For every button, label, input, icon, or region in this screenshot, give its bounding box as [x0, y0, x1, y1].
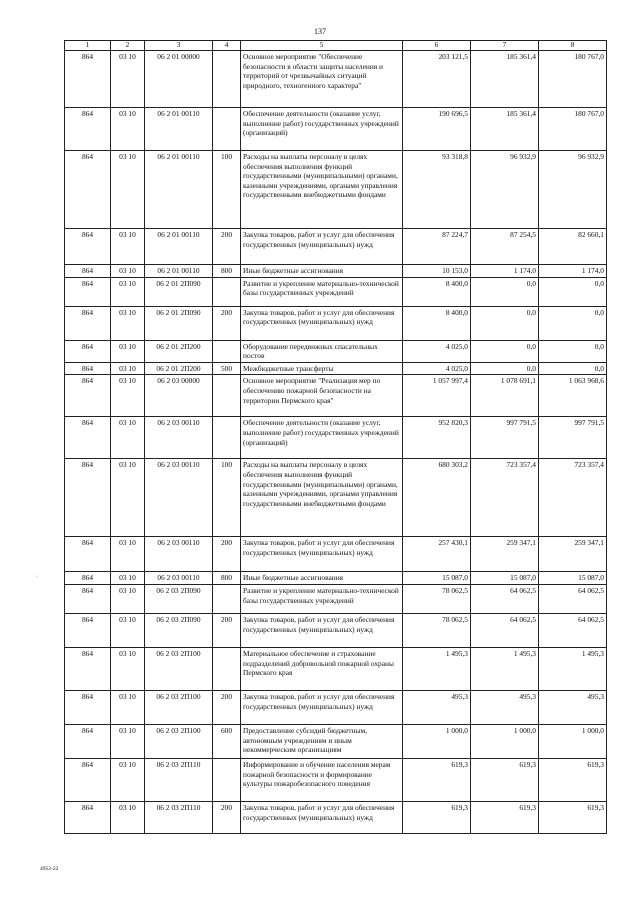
cell-amount-year1: 1 057 997,4 [403, 375, 471, 417]
cell-amount-year3: 0,0 [539, 340, 607, 362]
cell-amount-year1: 10 153,0 [403, 265, 471, 278]
cell-section-code: 03 10 [111, 459, 145, 537]
cell-expense-type [213, 340, 241, 362]
cell-amount-year2: 1 078 691,1 [471, 375, 539, 417]
cell-ministry-code: 864 [65, 647, 111, 690]
cell-ministry-code: 864 [65, 265, 111, 278]
table-row [65, 724, 607, 758]
cell-amount-year1: 78 062,5 [403, 584, 471, 613]
budget-table [64, 40, 607, 834]
col-header-7: 7 [471, 41, 539, 51]
cell-amount-year1: 78 062,5 [403, 613, 471, 647]
cell-expense-type: 200 [213, 690, 241, 724]
cell-section-code: 03 10 [111, 375, 145, 417]
cell-description: Расходы на выплаты персоналу в целях обеспечения выполнения функций государственными (муниципальными) органами, казенными учреждениями, органами управления государственными внебюджетными фондами [241, 459, 403, 537]
cell-amount-year2: 185 361,4 [471, 108, 539, 151]
cell-amount-year3: 64 062,5 [539, 584, 607, 613]
cell-expense-type: 200 [213, 229, 241, 265]
table-row [65, 151, 607, 229]
cell-expense-type: 200 [213, 801, 241, 833]
cell-section-code: 03 10 [111, 265, 145, 278]
cell-section-code: 03 10 [111, 277, 145, 306]
cell-amount-year3: 82 660,1 [539, 229, 607, 265]
table-row [65, 537, 607, 572]
cell-description: Основное мероприятие "Обеспечение безопасности в области защиты населения и территорий от чрезвычайных ситуаций природного, техногенного характера" [241, 51, 403, 108]
cell-amount-year3: 0,0 [539, 306, 607, 340]
cell-description: Оборудование передвижных спасательных постов [241, 340, 403, 362]
cell-amount-year2: 185 361,4 [471, 51, 539, 108]
cell-ministry-code: 864 [65, 613, 111, 647]
cell-section-code: 03 10 [111, 537, 145, 572]
cell-target-article: 06 2 03 2П100 [145, 724, 213, 758]
table-row [65, 375, 607, 417]
cell-amount-year1: 203 121,5 [403, 51, 471, 108]
cell-expense-type: 800 [213, 265, 241, 278]
cell-ministry-code: 864 [65, 277, 111, 306]
table-row [65, 362, 607, 375]
cell-expense-type [213, 277, 241, 306]
cell-amount-year3: 997 791,5 [539, 417, 607, 459]
cell-amount-year2: 1 000,0 [471, 724, 539, 758]
cell-target-article: 06 2 03 00110 [145, 572, 213, 585]
cell-ministry-code: 864 [65, 584, 111, 613]
cell-amount-year3: 723 357,4 [539, 459, 607, 537]
table-row [65, 801, 607, 833]
cell-amount-year3: 1 174,0 [539, 265, 607, 278]
header-row [65, 41, 607, 51]
cell-target-article: 06 2 03 2П090 [145, 584, 213, 613]
table-row [65, 459, 607, 537]
cell-amount-year3: 96 932,9 [539, 151, 607, 229]
cell-expense-type: 800 [213, 572, 241, 585]
cell-target-article: 06 2 01 00110 [145, 108, 213, 151]
cell-target-article: 06 2 03 2П100 [145, 690, 213, 724]
cell-expense-type [213, 758, 241, 801]
col-header-4: 4 [213, 41, 241, 51]
cell-description: Закупка товаров, работ и услуг для обеспечения государственных (муниципальных) нужд [241, 306, 403, 340]
cell-amount-year3: 1 063 968,6 [539, 375, 607, 417]
cell-ministry-code: 864 [65, 375, 111, 417]
table-row [65, 690, 607, 724]
cell-amount-year3: 180 767,0 [539, 51, 607, 108]
cell-target-article: 06 2 03 00110 [145, 537, 213, 572]
cell-expense-type: 100 [213, 151, 241, 229]
table-row [65, 758, 607, 801]
cell-amount-year3: 0,0 [539, 277, 607, 306]
col-header-5: 5 [241, 41, 403, 51]
cell-section-code: 03 10 [111, 572, 145, 585]
cell-amount-year2: 0,0 [471, 362, 539, 375]
cell-amount-year2: 87 254,5 [471, 229, 539, 265]
cell-amount-year1: 619,3 [403, 801, 471, 833]
table-row [65, 265, 607, 278]
cell-expense-type [213, 108, 241, 151]
table-row [65, 51, 607, 108]
cell-amount-year1: 15 087,0 [403, 572, 471, 585]
cell-target-article: 06 2 03 2П090 [145, 613, 213, 647]
table-row [65, 613, 607, 647]
cell-amount-year2: 1 174,0 [471, 265, 539, 278]
cell-ministry-code: 864 [65, 151, 111, 229]
cell-ministry-code: 864 [65, 306, 111, 340]
cell-amount-year3: 64 062,5 [539, 613, 607, 647]
cell-description: Закупка товаров, работ и услуг для обеспечения государственных (муниципальных) нужд [241, 229, 403, 265]
cell-amount-year3: 619,3 [539, 801, 607, 833]
cell-description: Развитие и укрепление материально-технической базы государственных учреждений [241, 277, 403, 306]
cell-target-article: 06 2 01 2П090 [145, 277, 213, 306]
cell-target-article: 06 2 01 00000 [145, 51, 213, 108]
cell-target-article: 06 2 03 2П100 [145, 647, 213, 690]
cell-expense-type: 200 [213, 306, 241, 340]
cell-section-code: 03 10 [111, 51, 145, 108]
cell-description: Обеспечение деятельности (оказание услуг, выполнение работ) государственных учреждений (организаций) [241, 108, 403, 151]
cell-description: Иные бюджетные ассигнования [241, 265, 403, 278]
col-header-1: 1 [65, 41, 111, 51]
cell-amount-year3: 180 767,0 [539, 108, 607, 151]
cell-ministry-code: 864 [65, 459, 111, 537]
cell-amount-year1: 8 400,0 [403, 306, 471, 340]
page-number: 137 [314, 27, 326, 36]
table-row [65, 108, 607, 151]
cell-ministry-code: 864 [65, 51, 111, 108]
cell-expense-type: 100 [213, 459, 241, 537]
cell-expense-type: 600 [213, 724, 241, 758]
cell-ministry-code: 864 [65, 229, 111, 265]
cell-section-code: 03 10 [111, 613, 145, 647]
cell-target-article: 06 2 01 00110 [145, 265, 213, 278]
table-row [65, 572, 607, 585]
cell-amount-year2: 997 791,5 [471, 417, 539, 459]
table-row [65, 306, 607, 340]
cell-description: Материальное обеспечение и страхование подразделений добровольной пожарной охраны Пермского края [241, 647, 403, 690]
cell-section-code: 03 10 [111, 690, 145, 724]
table-row [65, 584, 607, 613]
cell-amount-year1: 952 820,3 [403, 417, 471, 459]
cell-ministry-code: 864 [65, 417, 111, 459]
cell-description: Предоставление субсидий бюджетным, автономным учреждениям и иным некоммерческим организациям [241, 724, 403, 758]
table-row [65, 340, 607, 362]
cell-target-article: 06 2 01 2П090 [145, 306, 213, 340]
table-row [65, 229, 607, 265]
cell-ministry-code: 864 [65, 572, 111, 585]
cell-expense-type: 500 [213, 362, 241, 375]
cell-section-code: 03 10 [111, 151, 145, 229]
cell-amount-year2: 0,0 [471, 306, 539, 340]
col-header-3: 3 [145, 41, 213, 51]
cell-expense-type: 200 [213, 613, 241, 647]
cell-amount-year3: 0,0 [539, 362, 607, 375]
cell-description: Развитие и укрепление материально-технической базы государственных учреждений [241, 584, 403, 613]
cell-amount-year1: 93 318,8 [403, 151, 471, 229]
cell-amount-year1: 1 495,3 [403, 647, 471, 690]
cell-amount-year3: 1 495,3 [539, 647, 607, 690]
cell-description: Закупка товаров, работ и услуг для обеспечения государственных (муниципальных) нужд [241, 537, 403, 572]
cell-description: Иные бюджетные ассигнования [241, 572, 403, 585]
cell-amount-year2: 259 347,1 [471, 537, 539, 572]
cell-section-code: 03 10 [111, 801, 145, 833]
cell-expense-type: 200 [213, 537, 241, 572]
table-row [65, 647, 607, 690]
cell-ministry-code: 864 [65, 108, 111, 151]
margin-mark: · [36, 574, 38, 580]
cell-target-article: 06 2 01 00110 [145, 229, 213, 265]
cell-ministry-code: 864 [65, 362, 111, 375]
cell-amount-year2: 64 062,5 [471, 584, 539, 613]
cell-section-code: 03 10 [111, 108, 145, 151]
cell-target-article: 06 2 03 2П110 [145, 758, 213, 801]
cell-amount-year1: 8 400,0 [403, 277, 471, 306]
cell-amount-year1: 257 430,1 [403, 537, 471, 572]
cell-section-code: 03 10 [111, 584, 145, 613]
cell-description: Закупка товаров, работ и услуг для обеспечения государственных (муниципальных) нужд [241, 613, 403, 647]
cell-target-article: 06 2 03 00000 [145, 375, 213, 417]
table-row [65, 417, 607, 459]
table-row [65, 277, 607, 306]
cell-amount-year2: 495,3 [471, 690, 539, 724]
cell-amount-year2: 619,3 [471, 758, 539, 801]
cell-amount-year2: 0,0 [471, 340, 539, 362]
cell-amount-year2: 15 087,0 [471, 572, 539, 585]
cell-section-code: 03 10 [111, 417, 145, 459]
col-header-2: 2 [111, 41, 145, 51]
footer-code: 4952-22 [40, 866, 59, 872]
cell-amount-year1: 190 696,5 [403, 108, 471, 151]
col-header-8: 8 [539, 41, 607, 51]
cell-amount-year2: 96 932,9 [471, 151, 539, 229]
cell-amount-year1: 87 224,7 [403, 229, 471, 265]
cell-amount-year3: 1 000,0 [539, 724, 607, 758]
cell-ministry-code: 864 [65, 758, 111, 801]
cell-section-code: 03 10 [111, 724, 145, 758]
cell-amount-year2: 619,3 [471, 801, 539, 833]
cell-amount-year1: 495,3 [403, 690, 471, 724]
cell-description: Закупка товаров, работ и услуг для обеспечения государственных (муниципальных) нужд [241, 690, 403, 724]
cell-ministry-code: 864 [65, 801, 111, 833]
cell-amount-year3: 259 347,1 [539, 537, 607, 572]
cell-section-code: 03 10 [111, 362, 145, 375]
cell-description: Межбюджетные трансферты [241, 362, 403, 375]
cell-ministry-code: 864 [65, 724, 111, 758]
cell-target-article: 06 2 03 00110 [145, 417, 213, 459]
cell-target-article: 06 2 03 2П110 [145, 801, 213, 833]
cell-target-article: 06 2 03 00110 [145, 459, 213, 537]
cell-expense-type [213, 417, 241, 459]
col-header-6: 6 [403, 41, 471, 51]
cell-amount-year3: 619,3 [539, 758, 607, 801]
cell-ministry-code: 864 [65, 690, 111, 724]
cell-section-code: 03 10 [111, 306, 145, 340]
cell-ministry-code: 864 [65, 340, 111, 362]
cell-description: Основное мероприятие "Реализация мер по обеспечению пожарной безопасности на территории Пермского края" [241, 375, 403, 417]
cell-amount-year1: 680 303,2 [403, 459, 471, 537]
cell-expense-type [213, 51, 241, 108]
cell-amount-year2: 1 495,3 [471, 647, 539, 690]
cell-section-code: 03 10 [111, 758, 145, 801]
cell-description: Расходы на выплаты персоналу в целях обеспечения выполнения функций государственными (муниципальными) органами, казенными учреждениями, органами управления государственными внебюджетными фондами [241, 151, 403, 229]
cell-amount-year1: 4 025,0 [403, 340, 471, 362]
cell-amount-year2: 723 357,4 [471, 459, 539, 537]
cell-ministry-code: 864 [65, 537, 111, 572]
cell-description: Обеспечение деятельности (оказание услуг, выполнение работ) государственных учреждений (организаций) [241, 417, 403, 459]
cell-target-article: 06 2 01 2П200 [145, 362, 213, 375]
cell-expense-type [213, 647, 241, 690]
cell-expense-type [213, 375, 241, 417]
cell-amount-year3: 15 087,0 [539, 572, 607, 585]
cell-description: Закупка товаров, работ и услуг для обеспечения государственных (муниципальных) нужд [241, 801, 403, 833]
cell-section-code: 03 10 [111, 647, 145, 690]
cell-amount-year3: 495,3 [539, 690, 607, 724]
cell-amount-year1: 619,3 [403, 758, 471, 801]
cell-description: Информирование и обучение населения мерам пожарной безопасности и формирование культуры пожаробезопасного поведения [241, 758, 403, 801]
cell-amount-year1: 1 000,0 [403, 724, 471, 758]
cell-section-code: 03 10 [111, 229, 145, 265]
cell-amount-year2: 64 062,5 [471, 613, 539, 647]
cell-amount-year2: 0,0 [471, 277, 539, 306]
cell-target-article: 06 2 01 00110 [145, 151, 213, 229]
cell-target-article: 06 2 01 2П200 [145, 340, 213, 362]
cell-section-code: 03 10 [111, 340, 145, 362]
cell-amount-year1: 4 025,0 [403, 362, 471, 375]
cell-expense-type [213, 584, 241, 613]
